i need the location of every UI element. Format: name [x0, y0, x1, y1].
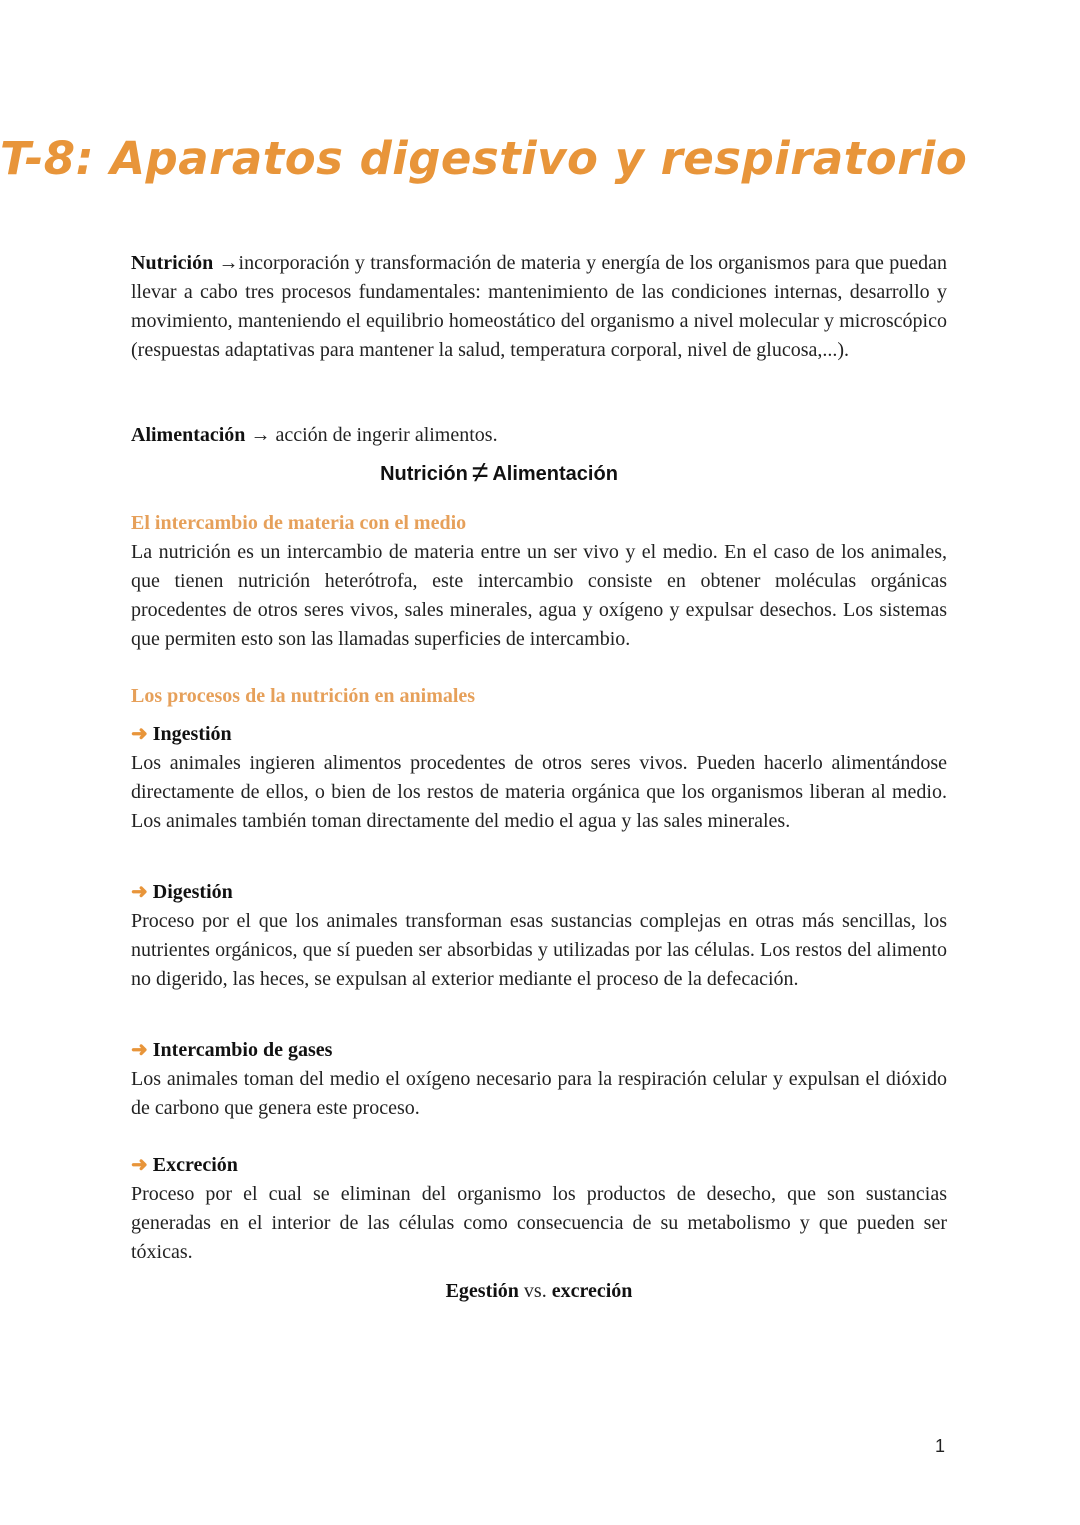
alimentacion-definition	[131, 421, 947, 450]
process-title: Excreción	[152, 1154, 238, 1176]
section-heading: Los procesos de la nutrición en animales	[131, 685, 476, 707]
process-title: Intercambio de gases	[152, 1039, 333, 1061]
excrecion-term: excreción	[551, 1280, 633, 1302]
vs-text: vs.	[518, 1280, 552, 1302]
process-item	[131, 1151, 947, 1267]
definition-text: incorporación y transformación de materia y energía de los organismos para que puedan llevar a cabo tres procesos fundamentales: mantenimiento de las condiciones internas, desarrollo y movimiento, manteniendo el equilibrio homeostático del organismo a nivel molecular y microscópico (respuestas adaptativas para mantener la salud, temperatura corporal, nivel de glucosa,...).	[131, 252, 947, 361]
process-title: Ingestión	[152, 723, 232, 745]
comparison-right: Alimentación	[492, 463, 618, 485]
process-item	[131, 1036, 947, 1123]
section-text: La nutrición es un intercambio de materia entre un ser vivo y el medio. En el caso de los animales, que tienen nutrición heterótrofa, este intercambio consiste en obtener moléculas orgánicas procedentes de otros seres vivos, sales minerales, agua y oxígeno y expulsar desechos. Los sistemas que permiten esto son las llamadas superficies de intercambio.	[131, 541, 947, 650]
arrow: →	[218, 252, 239, 274]
definition-text: acción de ingerir alimentos.	[275, 424, 498, 446]
egestion-vs-excrecion	[131, 1277, 947, 1306]
arrow-bullet-icon: ➜	[131, 1154, 148, 1176]
process-text: Los animales toman del medio el oxígeno necesario para la respiración celular y expulsan el dióxido de carbono que genera este proceso.	[131, 1068, 947, 1119]
comparison-left: Nutrición	[380, 463, 468, 485]
process-text: Proceso por el cual se eliminan del organismo los productos de desecho, que son sustancias generadas en el interior de las células como consecuencia de su metabolismo y que pueden ser tóxicas.	[131, 1183, 947, 1263]
process-item	[131, 720, 947, 836]
nutricion-definition	[131, 249, 947, 365]
section-intercambio	[131, 509, 947, 654]
page-title: T-8: Aparatos digestivo y respiratorio	[0, 132, 968, 185]
process-text: Los animales ingieren alimentos procedentes de otros seres vivos. Pueden hacerlo alimentándose directamente de ellos, o bien de los restos de materia orgánica que los organismos liberan al medio. Los animales también toman directamente del medio el agua y las sales minerales.	[131, 752, 947, 832]
arrow-bullet-icon: ➜	[131, 723, 148, 745]
arrow-bullet-icon: ➜	[131, 881, 148, 903]
arrow-bullet-icon: ➜	[131, 1039, 148, 1061]
process-text: Proceso por el que los animales transforman esas sustancias complejas en otras más sencillas, los nutrientes orgánicos, que sí pueden ser absorbidas y utilizadas por las células. Los restos del alimento no digerido, las heces, se expulsan al exterior mediante el proceso de la defecación.	[131, 910, 947, 990]
section-heading: El intercambio de materia con el medio	[131, 512, 467, 534]
process-title: Digestión	[152, 881, 233, 903]
process-item	[131, 878, 947, 994]
term: Nutrición	[131, 252, 214, 274]
term: Alimentación	[131, 424, 246, 446]
section-procesos	[131, 682, 947, 711]
arrow: →	[245, 424, 276, 446]
egestion-term: Egestión	[445, 1280, 519, 1302]
comparison	[91, 456, 907, 490]
not-equal-icon: ≠	[471, 456, 489, 489]
page-number: 1	[935, 1436, 946, 1456]
